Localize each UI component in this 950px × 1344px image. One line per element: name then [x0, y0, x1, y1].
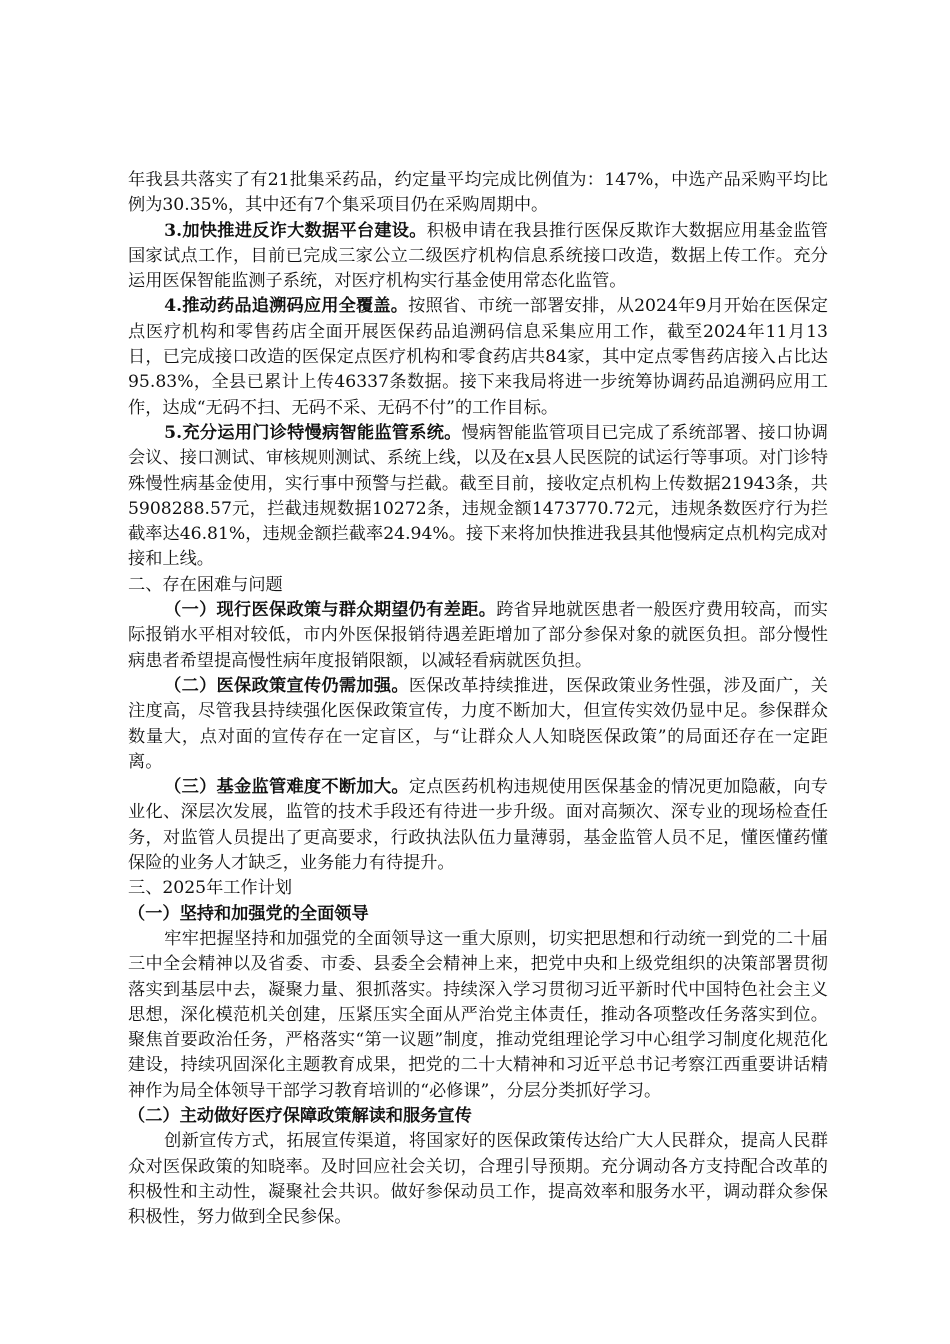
paragraph-traceability-code [128, 294, 828, 420]
paragraph-text: 创新宣传方式，拓展宣传渠道，将国家好的医保政策传达给广大人民群众，提高人民群众对医保政策的知晓率。及时回应社会关切，合理引导预期。充分调动各方支持配合改革的积极性和主动性，凝聚社会共识。做好参保动员工作，提高效率和服务水平，调动群众参保积极性，努力做到全民参保。 [128, 1131, 828, 1228]
paragraph-lead: （一）现行医保政策与群众期望仍有差距。 [164, 600, 497, 621]
paragraph-chronic-disease-system [128, 421, 828, 573]
paragraph-party-leadership [128, 927, 828, 1104]
section-heading-difficulties: 二、存在困难与问题 [128, 574, 283, 595]
paragraph-text: 慢病智能监管项目已完成了系统部署、接口协调会议、接口测试、审核规则测试、系统上线，以及在x县人民医院的试运行等事项。对门诊特殊慢性病基金使用，实行事中预警与拦截。截至目前，接收定点机构上传数据21943条，共5908288.57元，拦截违规数据10272条，违规金额1473770.72元，违规条数医疗行为拦截率达46.81%，违规金额拦截率24.94%。接下来将加快推进我县其他慢病定点机构完成对接和上线。 [128, 422, 828, 570]
paragraph-policy-gap [128, 598, 828, 674]
paragraph-text: 医保改革持续推进，医保政策业务性强，涉及面广，关注度高，尽管我县持续强化医保政策宣传，力度不断加大，但宣传实效仍显中足。参保群众数量大，点对面的宣传存在一定盲区，与“让群众人人知晓医保政策”的局面还存在一定距离。 [128, 675, 828, 772]
paragraph-anti-fraud-platform [128, 219, 828, 295]
paragraph-text: 积极申请在我县推行医保反欺诈大数据应用基金监管国家试点工作，目前已完成三家公立二级医疗机构信息系统接口改造，数据上传工作。充分运用医保智能监测子系统，对医疗机构实行基金使用常态化监管。 [128, 220, 828, 292]
subheading-party-leadership: （一）坚持和加强党的全面领导 [128, 903, 369, 924]
paragraph-text: 牢牢把握坚持和加强党的全面领导这一重大原则，切实把思想和行动统一到党的二十届三中全会精神以及省委、市委、县委全会精神上来，把党中央和上级党组织的决策部署贯彻落实到基层中去，凝聚力量、狠抓落实。持续深入学习贯彻习近平新时代中国特色社会主义思想，深化模范机关创建，压紧压实全面从严治党主体责任，推动各项整改任务落实到位。聚焦首要政治任务，严格落实“第一议题”制度，推动党组理论学习中心组学习制度化规范化建设，持续巩固深化主题教育成果，把党的二十大精神和习近平总书记考察江西重要讲话精神作为局全体领导干部学习教育培训的“必修课”，分层分类抓好学习。 [128, 928, 828, 1101]
paragraph-text: 按照省、市统一部署安排，从2024年9月开始在医保定点医疗机构和零售药店全面开展医保药品追溯码信息采集应用工作，截至2024年11月13日，已完成接口改造的医保定点医疗机构和零食药店共84家，其中定点零售药店接入占比达95.83%，全县已累计上传46337条数据。接下来我局将进一步统筹协调药品追溯码应用工作，达成“无码不扫、无码不采、无码不付”的工作目标。 [128, 296, 828, 418]
paragraph-fund-supervision [128, 775, 828, 876]
paragraph-policy-interpretation [128, 1129, 828, 1230]
paragraph-lead: 3.加快推进反诈大数据平台建设。 [164, 220, 427, 241]
paragraph-procurement-tail [128, 168, 828, 219]
paragraph-text: 跨省异地就医患者一般医疗费用较高，而实际报销水平相对较低，市内外医保报销待遇差距增加了部分参保对象的就医负担。部分慢性病患者希望提高慢性病年度报销限额，以减轻看病就医负担。 [128, 600, 828, 671]
paragraph-text: 年我县共落实了有21批集采药品，约定量平均完成比例值为：147%，中选产品采购平均比例为30.35%，其中还有7个集采项目仍在采购周期中。 [128, 170, 828, 216]
subheading-policy-interpretation: （二）主动做好医疗保障政策解读和服务宣传 [128, 1105, 472, 1126]
paragraph-lead: 4.推动药品追溯码应用全覆盖。 [164, 296, 409, 317]
document-page [128, 168, 828, 1230]
paragraph-lead: （三）基金监管难度不断加大。 [164, 777, 409, 798]
paragraph-policy-publicity [128, 674, 828, 775]
paragraph-lead: （二）医保政策宣传仍需加强。 [164, 675, 409, 696]
paragraph-lead: 5.充分运用门诊特慢病智能监管系统。 [164, 422, 462, 443]
paragraph-text: 定点医药机构违规使用医保基金的情况更加隐蔽，向专业化、深层次发展，监管的技术手段还有待进一步升级。面对高频次、深专业的现场检查任务，对监管人员提出了更高要求，行政执法队伍力量薄弱，基金监管人员不足，懂医懂药懂保险的业务人才缺乏，业务能力有待提升。 [128, 777, 828, 874]
section-heading-2025-plan: 三、2025年工作计划 [128, 878, 293, 899]
